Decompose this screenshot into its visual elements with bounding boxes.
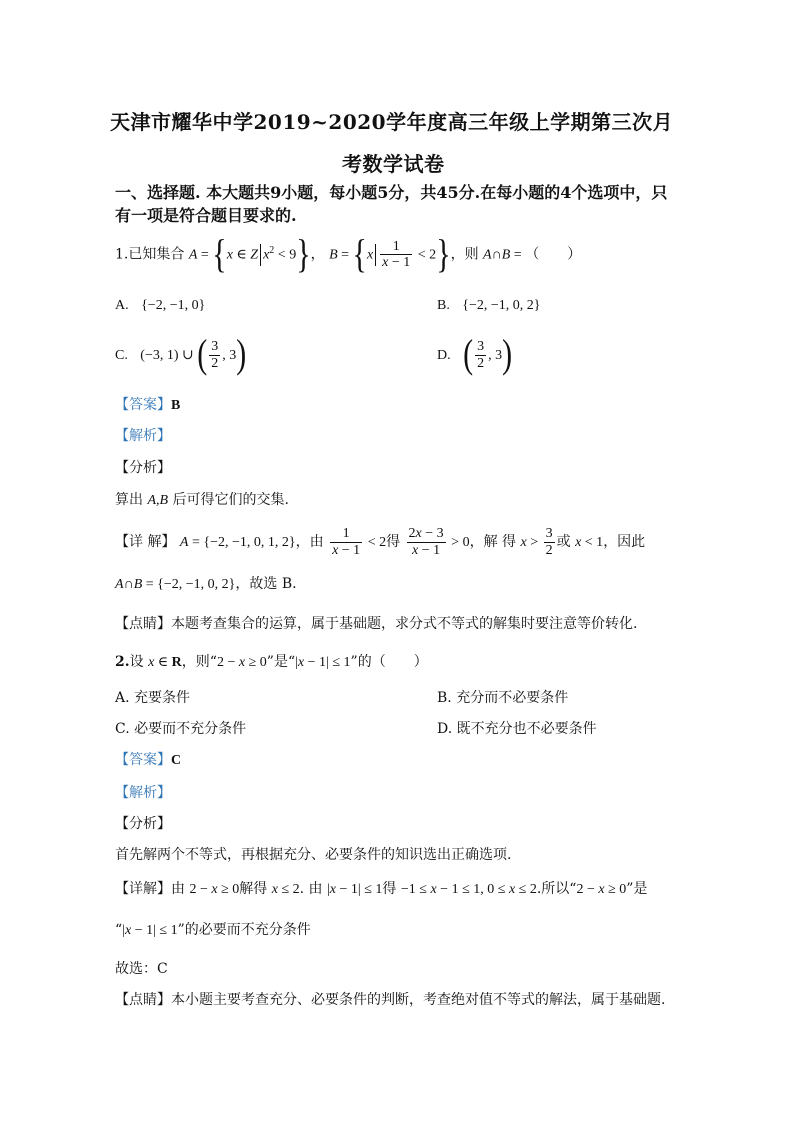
q2-answer-value: C [171,753,182,768]
q2-detail-line-2: “|x − 1| ≤ 1”的必要而不充分条件 [115,922,311,938]
q1-option-d-label: D. [437,348,451,363]
question-2-stem: 2.设 x ∈ R，则“2 − x ≥ 0”是“|x − 1| ≤ 1”的（ ） [115,654,428,670]
q1-option-a-text: {−2, −1, 0} [141,298,206,313]
q1-option-b-text: {−2, −1, 0, 2} [462,298,541,313]
q1-detail-line-1: 【详 解】 A = {−2, −1, 0, 1, 2}，由 $\frac{1}{x - 1}$ < 2得 $\frac{2x - 3}{x - 1}$ > 0，解 得 x > $\frac{3}{2}$ 或 x < 1，因此 [115,526,646,558]
q1-option-b[interactable] [437,293,541,318]
q1-answer-value: B [171,398,181,413]
section-heading-line-2: 有一项是符合题目要求的. [115,206,297,225]
q1-option-d[interactable]: D. ( $\frac{3}{2}$ , 3) [437,332,513,377]
q2-option-a[interactable]: A. 充要条件 [115,690,191,706]
question-1-stem: 1.已知集合 A = {x ∈ Z $x^2 < 9$}， B = {x $\frac{1}{x - 1}$ < 2}，则 A∩B = （ ） [115,231,582,277]
q1-fenxi-label: 【分析】 [115,460,171,476]
section-heading-line-1: 一、选择题. 本大题共9小题，每小题5分，共45分.在每小题的4个选项中，只 [115,183,668,202]
q2-detail-line-1: 【详解】由 2 − x ≥ 0解得 x ≤ 2. 由 |x − 1| ≤ 1得 −1 ≤ x − 1 ≤ 1, 0 ≤ x ≤ 2.所以“2 − x ≥ 0”是 [115,881,648,897]
question-1-prefix: 1.已知集合 [115,246,185,263]
q1-detail-line-2: A∩B = {−2, −1, 0, 2}，故选 B. [115,576,297,592]
question-1-set-a: A [188,247,198,263]
q1-option-a-label: A. [115,298,129,313]
q1-fenxi-text: 算出 A,B 后可得它们的交集. [115,492,289,508]
q1-dianjing: 【点睛】本题考查集合的运算，属于基础题，求分式不等式的解集时要注意等价转化. [115,616,638,632]
q2-option-d[interactable]: D. 既不充分也不必要条件 [437,721,597,737]
q2-fenxi-label: 【分析】 [115,816,171,832]
q1-option-c-label: C. [115,348,128,363]
q2-dianjing-text: 本小题主要考查充分、必要条件的判断，考查绝对值不等式的解法，属于基础题. [171,992,666,1008]
q1-dianjing-text: 本题考查集合的运算，属于基础题，求分式不等式的解集时要注意等价转化. [171,616,638,632]
q1-option-a[interactable] [115,293,205,318]
q1-option-b-label: B. [437,298,450,313]
q2-dianjing: 【点睛】本小题主要考查充分、必要条件的判断，考查绝对值不等式的解法，属于基础题. [115,992,666,1008]
q1-answer: 【答案】B [115,397,181,413]
q2-answer: 【答案】C [115,752,182,768]
q2-analysis-label: 【解析】 [115,785,171,801]
q1-option-c[interactable]: C. (−3, 1) ∪ ( $\frac{3}{2}$ , 3) [115,332,247,377]
page-title-line-2: 考数学试卷 [342,152,445,176]
q1-analysis-label: 【解析】 [115,428,171,444]
page-title-line-1: 天津市耀华中学2019~2020学年度高三年级上学期第三次月 [110,110,674,134]
q2-choose: 故选：C [115,961,168,977]
q2-fenxi-text: 首先解两个不等式，再根据充分、必要条件的知识选出正确选项. [115,847,512,863]
q2-option-b[interactable]: B. 充分而不必要条件 [437,690,569,706]
question-1-set-b: B [329,247,338,263]
q2-option-c[interactable]: C. 必要而不充分条件 [115,721,247,737]
